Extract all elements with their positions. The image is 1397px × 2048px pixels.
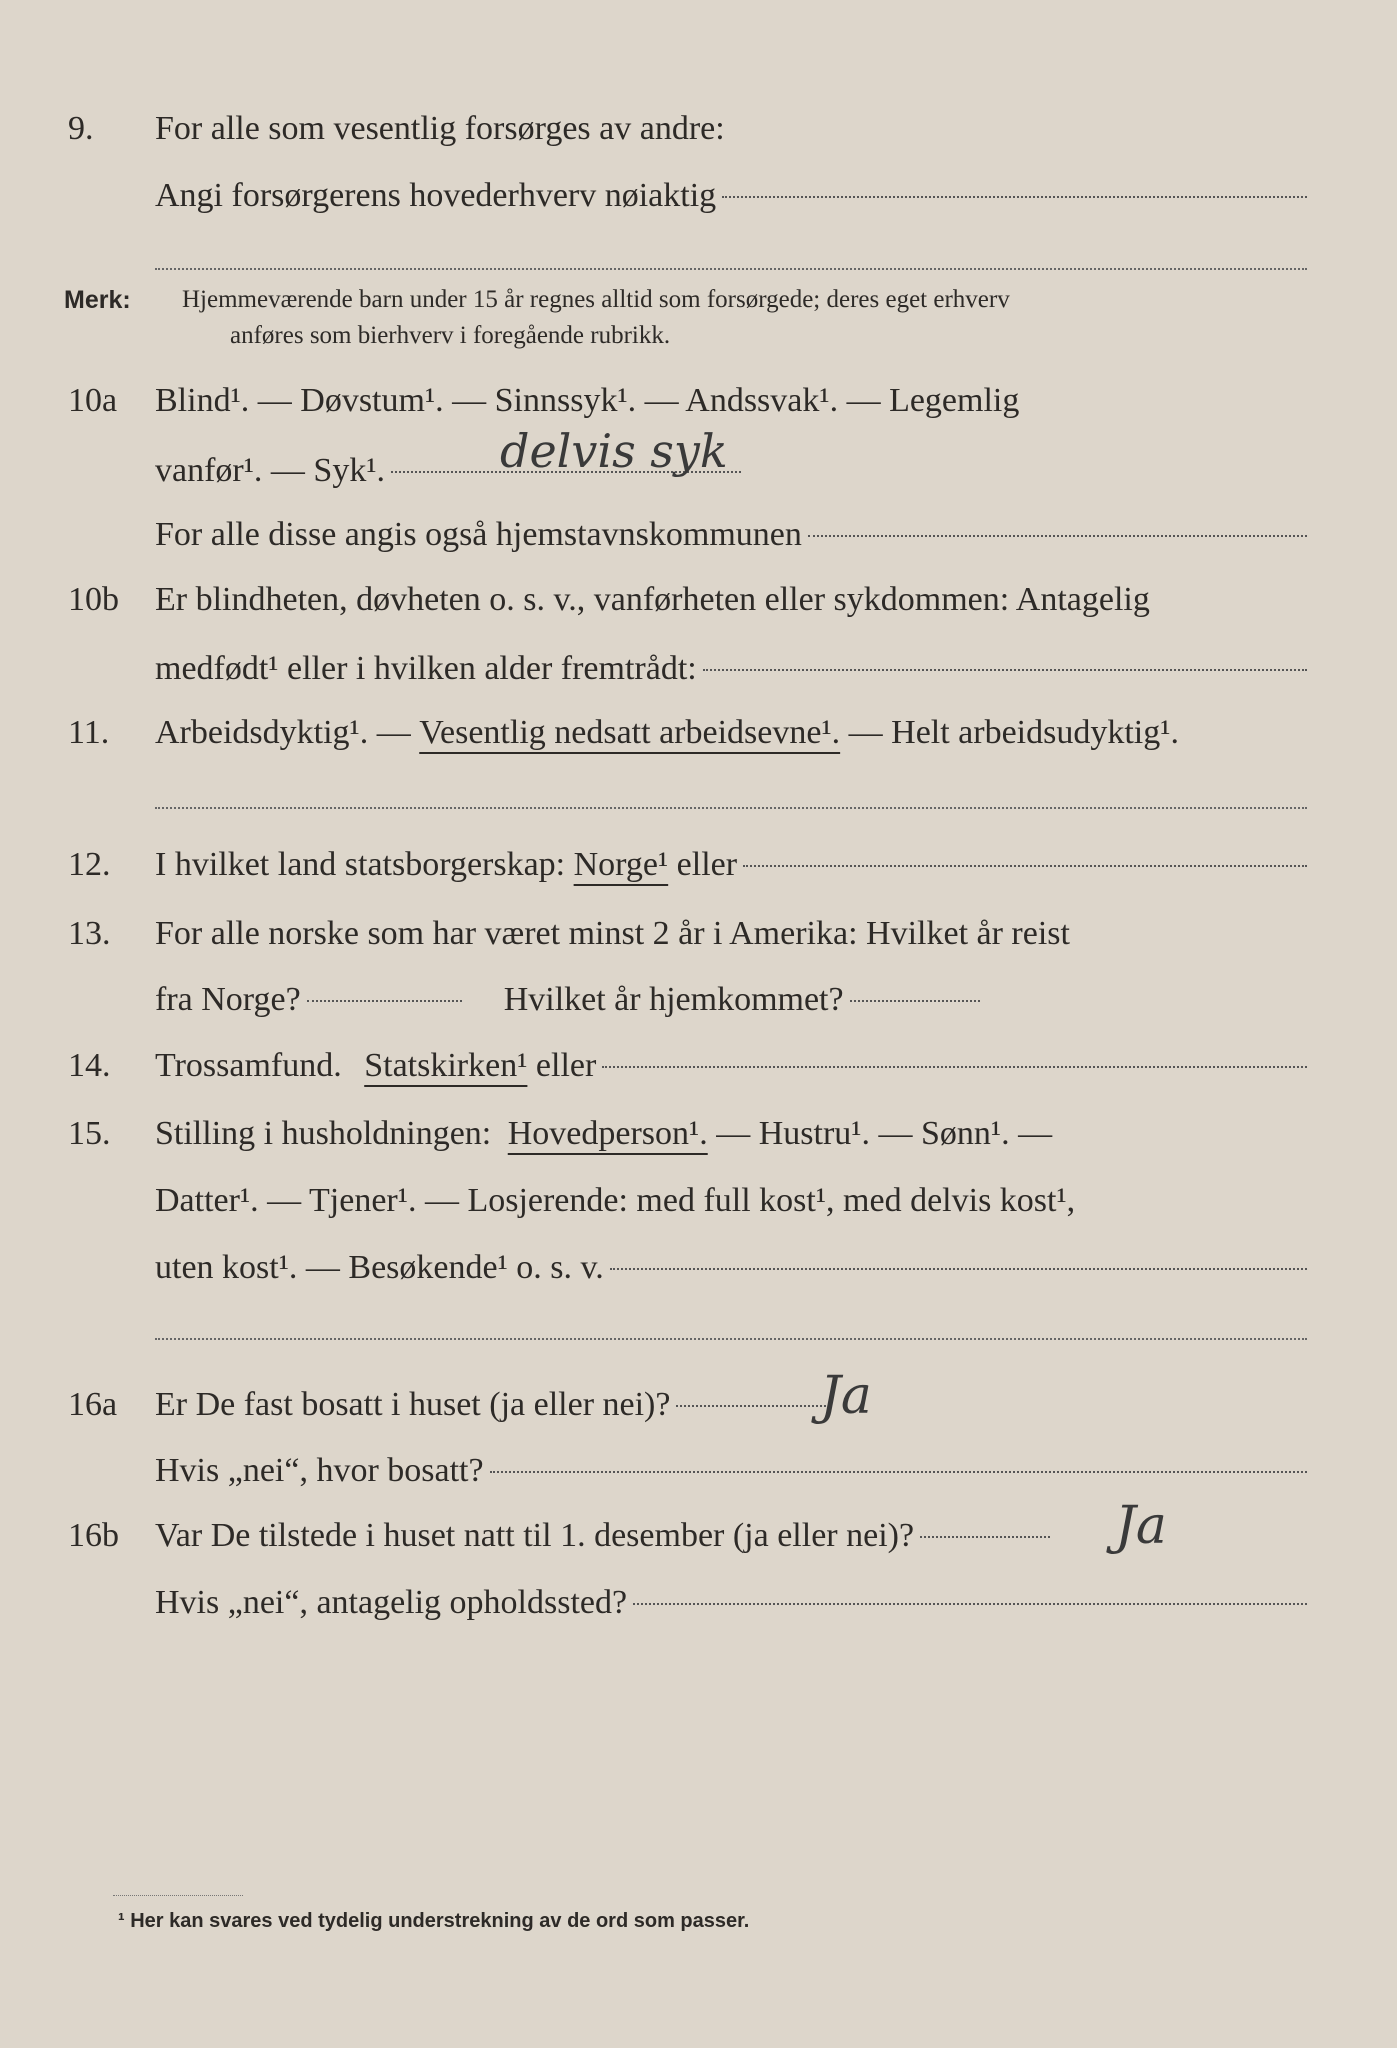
q15-line-1 <box>0 1106 1397 1162</box>
q12-question: I hvilket land statsborgerskap: <box>155 846 574 883</box>
q10b-alder: medfødt¹ eller i hvilken alder fremtrådt: <box>155 650 697 687</box>
q11-option-1[interactable]: Arbeidsdyktig¹. — <box>155 714 420 751</box>
q16a-question: Er De fast bosatt i huset (ja eller nei)? <box>155 1386 671 1423</box>
q14-statskirken-underlined[interactable]: Statskirken¹ <box>364 1047 528 1084</box>
q13-reist-label: fra Norge? <box>155 981 301 1018</box>
q10b-line-2 <box>0 641 1397 697</box>
q10b-question: Er blindheten, døvheten o. s. v., vanførheten eller sykdommen: Antagelig <box>155 581 1150 618</box>
merk-text-1: Hjemmeværende barn under 15 år regnes alltid som forsørgede; deres eget erhverv <box>182 286 1010 313</box>
q12-answer-field[interactable] <box>743 865 1307 867</box>
q15-line-3 <box>0 1240 1397 1296</box>
q10a-handwritten-answer: delvis syk <box>500 424 728 478</box>
q13-number: 13. <box>68 915 111 952</box>
q16b-line-2 <box>0 1575 1397 1631</box>
q15-extra-line[interactable] <box>155 1338 1307 1340</box>
q9-number: 9. <box>68 110 94 147</box>
q10b-number: 10b <box>68 581 119 618</box>
q14-line <box>0 1038 1397 1094</box>
q10a-syk: vanfør¹. — Syk¹. <box>155 452 386 489</box>
q12-line <box>0 837 1397 893</box>
q13-line-1 <box>0 906 1397 962</box>
q10b-answer-field[interactable] <box>703 669 1307 671</box>
q10a-hjemstavn: For alle disse angis også hjemstavnskommunen <box>155 516 802 553</box>
q9-line-1 <box>0 101 1397 157</box>
q16a-number: 16a <box>68 1386 118 1423</box>
q16a-handwritten-answer: Ja <box>820 1366 872 1426</box>
q10b-line-1 <box>0 572 1397 628</box>
q16b-line-1 <box>0 1508 1397 1564</box>
q15-answer-field[interactable] <box>610 1268 1307 1270</box>
q9-answer-field[interactable] <box>722 196 1307 198</box>
q9-sub-question: Angi forsørgerens hovederhverv nøiaktig <box>155 177 717 214</box>
q11-answer-line[interactable] <box>155 807 1307 809</box>
q14-number: 14. <box>68 1047 111 1084</box>
q16a-line-1 <box>0 1377 1397 1433</box>
q10a-hjemstavn-field[interactable] <box>808 535 1307 537</box>
q15-number: 15. <box>68 1115 111 1152</box>
q10a-question: Blind¹. — Døvstum¹. — Sinnssyk¹. — Andssvak¹. — Legemlig <box>155 382 1020 419</box>
footnote-divider <box>113 1895 243 1896</box>
merk-label: Merk: <box>64 286 131 314</box>
footnote: ¹ Her kan svares ved tydelig understrekning av de ord som passer. <box>118 1910 750 1932</box>
q10a-line-3 <box>0 507 1397 563</box>
q12-eller: eller <box>668 846 738 883</box>
merk-text-2: anføres som bierhverv i foregående rubrikk. <box>230 322 671 349</box>
q15-options-3[interactable]: uten kost¹. — Besøkende¹ o. s. v. <box>155 1249 604 1286</box>
q9-question: For alle som vesentlig forsørges av andre: <box>155 110 725 147</box>
q16b-number: 16b <box>68 1517 119 1554</box>
q13-hjemkommet-field[interactable] <box>850 1000 980 1002</box>
q16b-sub-answer-field[interactable] <box>633 1603 1307 1605</box>
q16b-answer-field[interactable] <box>920 1536 1050 1538</box>
q11-option-underlined[interactable]: Vesentlig nedsatt arbeidsevne¹. <box>419 714 841 751</box>
q9-line-2 <box>0 168 1397 224</box>
q15-hovedperson-underlined[interactable]: Hovedperson¹. <box>507 1115 708 1152</box>
q16a-line-2 <box>0 1443 1397 1499</box>
q16a-sub-question: Hvis „nei“, hvor bosatt? <box>155 1452 484 1489</box>
q10a-number: 10a <box>68 382 118 419</box>
q14-eller: eller <box>527 1047 597 1084</box>
q15-options-1[interactable]: — Hustru¹. — Sønn¹. — <box>707 1115 1053 1152</box>
q14-question: Trossamfund. <box>155 1047 351 1084</box>
q16a-sub-answer-field[interactable] <box>490 1471 1307 1473</box>
q13-question: For alle norske som har været minst 2 år i Amerika: Hvilket år reist <box>155 915 1070 952</box>
q16b-handwritten-answer: Ja <box>1115 1496 1167 1556</box>
q15-line-2 <box>0 1173 1397 1229</box>
q12-number: 12. <box>68 846 111 883</box>
q11-number: 11. <box>68 714 110 751</box>
q13-line-2 <box>0 972 1397 1028</box>
q13-hjemkommet-label: Hvilket år hjemkommet? <box>503 981 844 1018</box>
q9-extra-line[interactable] <box>155 268 1307 270</box>
q16b-sub-question: Hvis „nei“, antagelig opholdssted? <box>155 1584 628 1621</box>
q16b-question: Var De tilstede i huset natt til 1. desember (ja eller nei)? <box>155 1517 915 1554</box>
q14-answer-field[interactable] <box>602 1066 1307 1068</box>
q13-reist-field[interactable] <box>307 1000 462 1002</box>
q11-line <box>0 705 1397 761</box>
q15-options-2[interactable]: Datter¹. — Tjener¹. — Losjerende: med full kost¹, med delvis kost¹, <box>155 1182 1076 1219</box>
q15-question: Stilling i husholdningen: <box>155 1115 500 1152</box>
q16a-answer-field[interactable] <box>676 1405 826 1407</box>
q12-norge-underlined[interactable]: Norge¹ <box>573 846 669 883</box>
q11-option-3[interactable]: — Helt arbeidsudyktig¹. <box>840 714 1179 751</box>
q10a-line-1 <box>0 373 1397 429</box>
